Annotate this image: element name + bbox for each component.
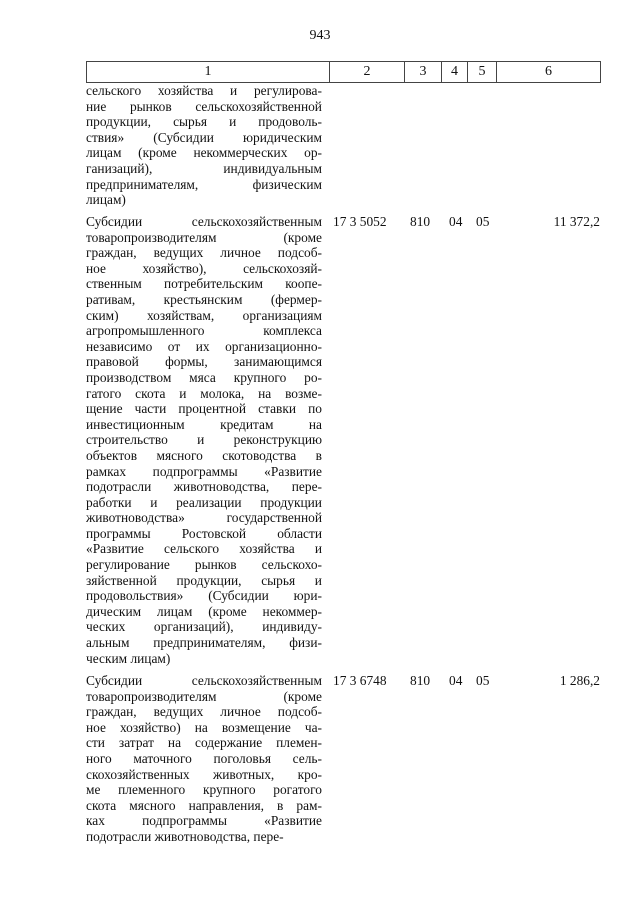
description-line: ное хозяйство), сельскохозяй-: [86, 260, 322, 276]
description-line: скохозяйственных животных, кро-: [86, 766, 322, 782]
description-line: агропромышленного комплекса: [86, 323, 322, 339]
description-line: ческим лицам): [86, 650, 171, 666]
header-col-1: 1: [87, 62, 330, 83]
description-line: ного маточного поголовья сель-: [86, 750, 322, 766]
row-subsection: 05: [476, 214, 490, 229]
description-line: Субсидии сельскохозяйственным: [86, 673, 322, 688]
description-line: продукции, сырья и продоволь-: [86, 114, 322, 130]
description-line: скота мясного направления, в рам-: [86, 797, 322, 813]
row-subsection: 05: [476, 673, 490, 688]
description-line: сти затрат на содержание племен-: [86, 735, 322, 751]
description-line: щение части процентной ставки по: [86, 401, 322, 417]
description-line: альным предпринимателям, физи-: [86, 635, 322, 651]
description-line: «Развитие сельского хозяйства и: [86, 541, 322, 557]
description-line: производством мяса крупного ро-: [86, 369, 322, 385]
description-line: объектов мясного скотоводства в: [86, 447, 322, 463]
row-target-code: 17 3 5052: [333, 214, 387, 229]
row-description: [86, 214, 322, 666]
description-line: инвестиционным кредитам на: [86, 416, 322, 432]
description-line: граждан, ведущих личное подсоб-: [86, 245, 322, 261]
description-line: животноводства» государственной: [86, 510, 322, 526]
description-line: программы Ростовской области: [86, 525, 322, 541]
description-line: лицам (кроме некоммерческих ор-: [86, 145, 322, 161]
description-line: товаропроизводителям (кроме: [86, 229, 322, 245]
description-line: ме племенного крупного рогатого: [86, 782, 322, 798]
row-amount: 1 286,2: [559, 673, 600, 688]
description-line: ческих организаций), индивиду-: [86, 619, 322, 635]
description-line: правовой формы, занимающимся: [86, 354, 322, 370]
description-line: продовольствия» (Субсидии юри-: [86, 588, 322, 604]
header-col-5: 5: [468, 62, 497, 83]
description-line: ративам, крестьянским (фермер-: [86, 291, 322, 307]
column-header-row: [86, 61, 601, 83]
description-line: ганизаций), индивидуальным: [86, 160, 322, 176]
description-line: граждан, ведущих личное подсоб-: [86, 704, 322, 720]
description-line: работки и реализации продукции: [86, 494, 322, 510]
description-line: строительство и реконструкцию: [86, 432, 322, 448]
row-expense-type: 810: [410, 214, 431, 229]
row-section: 04: [449, 673, 463, 688]
description-line: зяйственной продукции, сырья и: [86, 572, 322, 588]
row-amount: 11 372,2: [553, 214, 600, 229]
description-line: регулирование рынков сельскохо-: [86, 557, 322, 573]
description-line: ние рынков сельскохозяйственной: [86, 98, 322, 114]
description-line: товаропроизводителям (кроме: [86, 688, 322, 704]
header-col-2: 2: [330, 62, 405, 83]
description-line: ках подпрограммы «Развитие: [86, 813, 322, 829]
description-line: дическим лицам (кроме некоммер-: [86, 603, 322, 619]
description-line: ствия» (Субсидии юридическим: [86, 129, 322, 145]
page-number: 943: [309, 28, 331, 43]
description-line: ное хозяйство) на возмещение ча-: [86, 719, 322, 735]
description-line: Субсидии сельскохозяйственным: [86, 214, 322, 229]
header-col-3: 3: [405, 62, 442, 83]
description-line: подотрасли животноводства, пере-: [86, 479, 322, 495]
header-col-6: 6: [497, 62, 601, 83]
description-line: независимо от их организационно-: [86, 338, 322, 354]
row-expense-type: 810: [410, 673, 431, 688]
row-description: [86, 83, 322, 208]
description-line: рамках подпрограммы «Развитие: [86, 463, 322, 479]
description-line: подотрасли животноводства, пере-: [86, 828, 284, 844]
description-line: сельского хозяйства и регулирова-: [86, 83, 322, 98]
row-target-code: 17 3 6748: [333, 673, 387, 688]
row-description: [86, 673, 322, 845]
row-section: 04: [449, 214, 463, 229]
description-line: ственным потребительским коопе-: [86, 276, 322, 292]
description-line: гатого скота и молока, на возме-: [86, 385, 322, 401]
description-line: ским) хозяйствам, организациям: [86, 307, 322, 323]
header-col-4: 4: [442, 62, 468, 83]
description-line: предпринимателям, физическим: [86, 176, 322, 192]
description-line: лицам): [86, 192, 126, 208]
